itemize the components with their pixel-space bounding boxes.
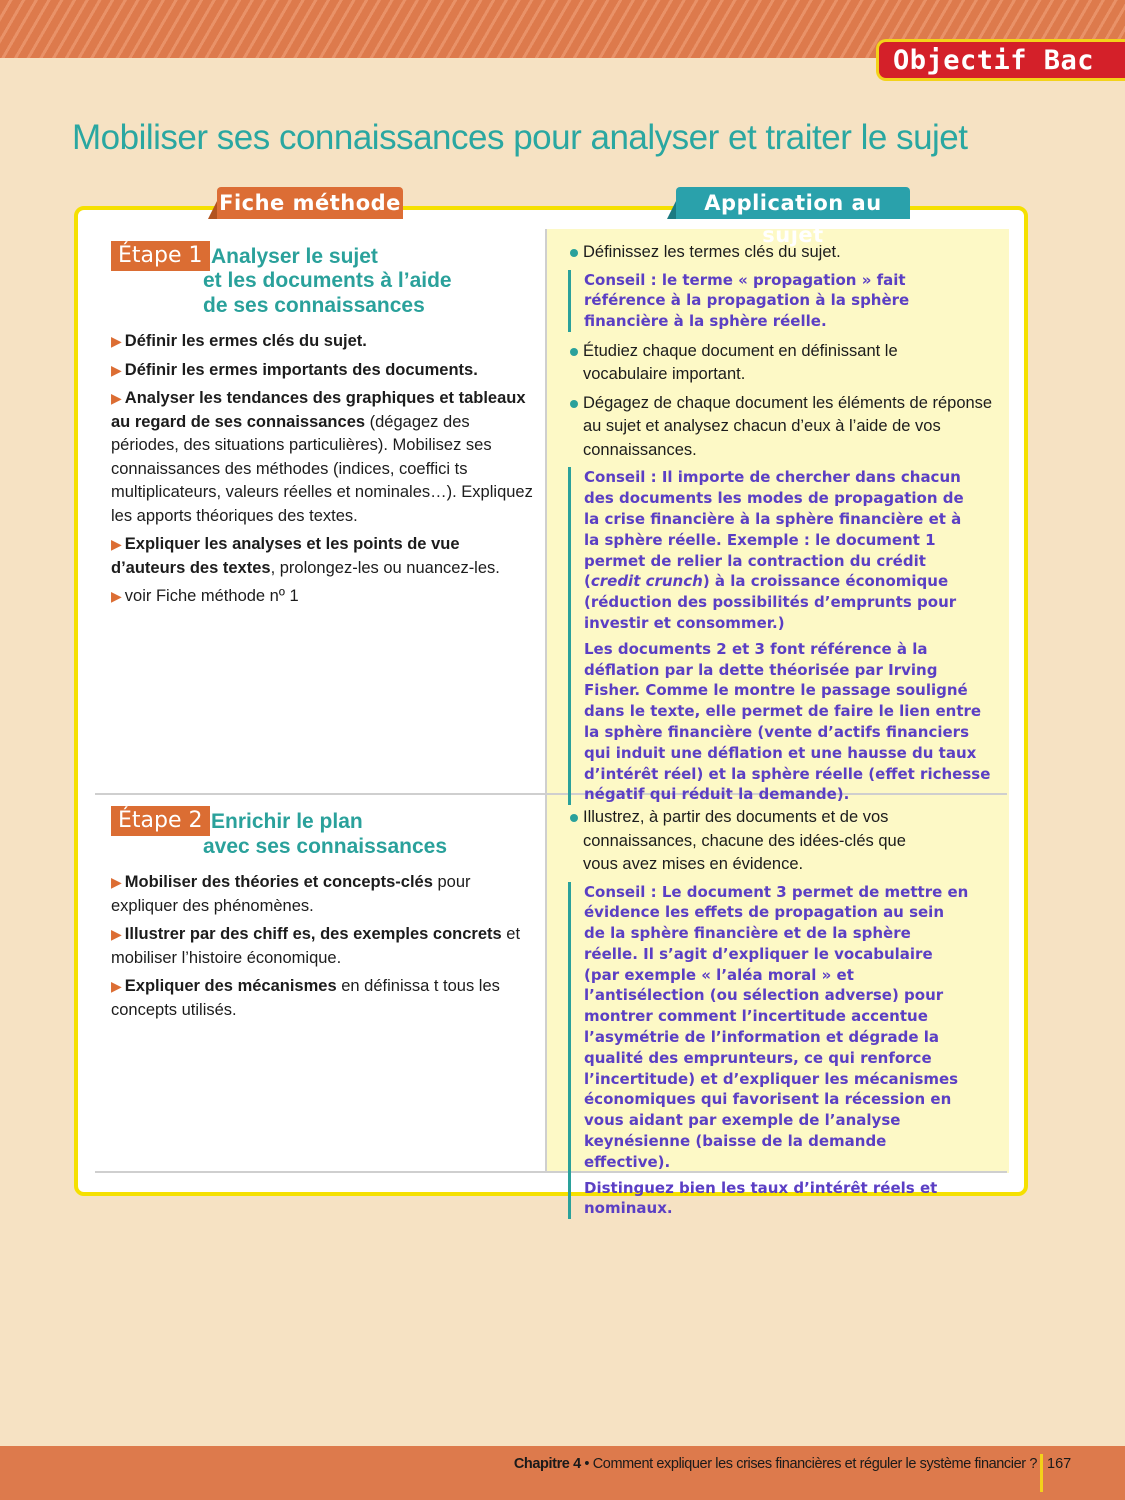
app1-conseil2: Conseil : Il importe de chercher dans chacun des documents les modes de propagation de la crise financière à la sphère financière et à la sphère réelle. Exemple : le document 1 permet de relier la contraction du crédit (credit crunch) à la croissance économique (réduction des possibilités d’emprunts pour investir et consommer.) Les documents 2 et 3 font référence à la déflation par la dette théorisée par Irving Fisher. Comme le montre le passage souligné dans le texte, elle permet de faire le lien entre la sphère financière (vente d’actifs financiers qui induit une déflation et une hausse du taux d’intérêt réel) et la sphère réelle (effet richesse négatif qui réduit la demande).	[568, 467, 998, 805]
step1-item: ▶ Définir les ermes importants des documents.	[111, 360, 478, 379]
step1-item: ▶ Définir les ermes clés du sujet.	[111, 332, 367, 350]
application1-block	[568, 241, 998, 813]
page-title: Mobiliser ses connaissances pour analyser et traiter le sujet	[72, 118, 968, 157]
footer-separator	[1040, 1454, 1043, 1492]
step1-item: ▶ Expliquer les analyses et les points de vue d’auteurs des textes, prolongez-les ou nuancez-les.	[111, 535, 500, 577]
step1-label: Étape 1	[111, 241, 210, 271]
tab-fiche-methode: Fiche méthode	[217, 187, 403, 219]
footer-chapter-text: Chapitre 4 • Comment expliquer les crises financières et réguler le système financier ?	[513, 1456, 1037, 1472]
triangle-right-icon: ▶	[111, 588, 122, 604]
app1-question3: Dégagez de chaque document les éléments de réponse au sujet et analysez chacun d’eux à l’aide de vos connaissances.	[568, 392, 998, 463]
triangle-right-icon: ▶	[111, 390, 122, 406]
footer-bar	[0, 1446, 1125, 1500]
triangle-right-icon: ▶	[111, 926, 122, 942]
objectif-bac-badge	[876, 39, 1125, 81]
tab-application-sujet: Application au sujet	[676, 187, 910, 219]
triangle-right-icon: ▶	[111, 536, 122, 552]
step1-item: ▶ Analyser les tendances des graphiques et tableaux au regard de ses connaissances (dégagez des périodes, des situations particulières). Mobilisez ses connaissances des méthodes (indices, coeffici ts multiplicateurs, valeurs réelles et nominales…). Expliquez les apports théoriques des textes.	[111, 389, 533, 525]
step1-method-list	[111, 330, 536, 614]
step2-item: ▶ Illustrer par des chiff es, des exemples concrets et mobiliser l’histoire économique.	[111, 925, 521, 967]
step2-method-list	[111, 871, 536, 1027]
step2-item: ▶ Expliquer des mécanismes en définissa t tous les concepts utilisés.	[111, 977, 500, 1019]
badge-label: Objectif Bac	[893, 45, 1095, 76]
step2-title-line1: Enrichir le plan	[211, 810, 363, 833]
app2-question1: Illustrez, à partir des documents et de vos connaissances, chacune des idées-clés que vous avez mises en évidence.	[568, 806, 923, 877]
step1-title-line3: de ses connaissances	[203, 294, 425, 317]
page-number: 167	[1047, 1456, 1072, 1472]
application2-block	[568, 806, 998, 1227]
app2-conseil1: Conseil : Le document 3 permet de mettre en évidence les effets de propagation au sein de la sphère financière et de la sphère réelle. Il s’agit d’expliquer le vocabulaire (par exemple « l’aléa moral » et l’antisélection (ou sélection adverse) pour montrer comment l’incertitude accentue l’asymétrie de l’information et dégrade la qualité des emprunteurs, ce qui renforce l’incertitude) et d’expliquer les mécanismes économiques qui favorisent la récession en vous aidant par exemple de l’analyse keynésienne (baisse de la demande effective). Distinguez bien les taux d’intérêt réels et nominaux.	[568, 882, 998, 1220]
step2-title-line2: avec ses connaissances	[203, 835, 448, 858]
app1-question1: Définissez les termes clés du sujet.	[568, 241, 998, 265]
triangle-right-icon: ▶	[111, 361, 122, 378]
triangle-right-icon: ▶	[111, 874, 122, 890]
step1-title-line2: et les documents à l’aide	[203, 269, 452, 292]
step1-title-line1: Analyser le sujet	[211, 245, 378, 268]
app1-question2: Étudiez chaque document en définissant le vocabulaire important.	[568, 340, 913, 387]
step1-item-reference: ▶ voir Fiche méthode nº 1	[111, 587, 299, 605]
app1-conseil1: Conseil : le terme « propagation » fait référence à la propagation à la sphère financière à la sphère réelle.	[568, 270, 939, 332]
triangle-right-icon: ▶	[111, 333, 122, 349]
step2-item: ▶ Mobiliser des théories et concepts-clés pour expliquer des phénomènes.	[111, 873, 471, 915]
step2-label: Étape 2	[111, 806, 210, 836]
triangle-right-icon: ▶	[111, 978, 122, 994]
